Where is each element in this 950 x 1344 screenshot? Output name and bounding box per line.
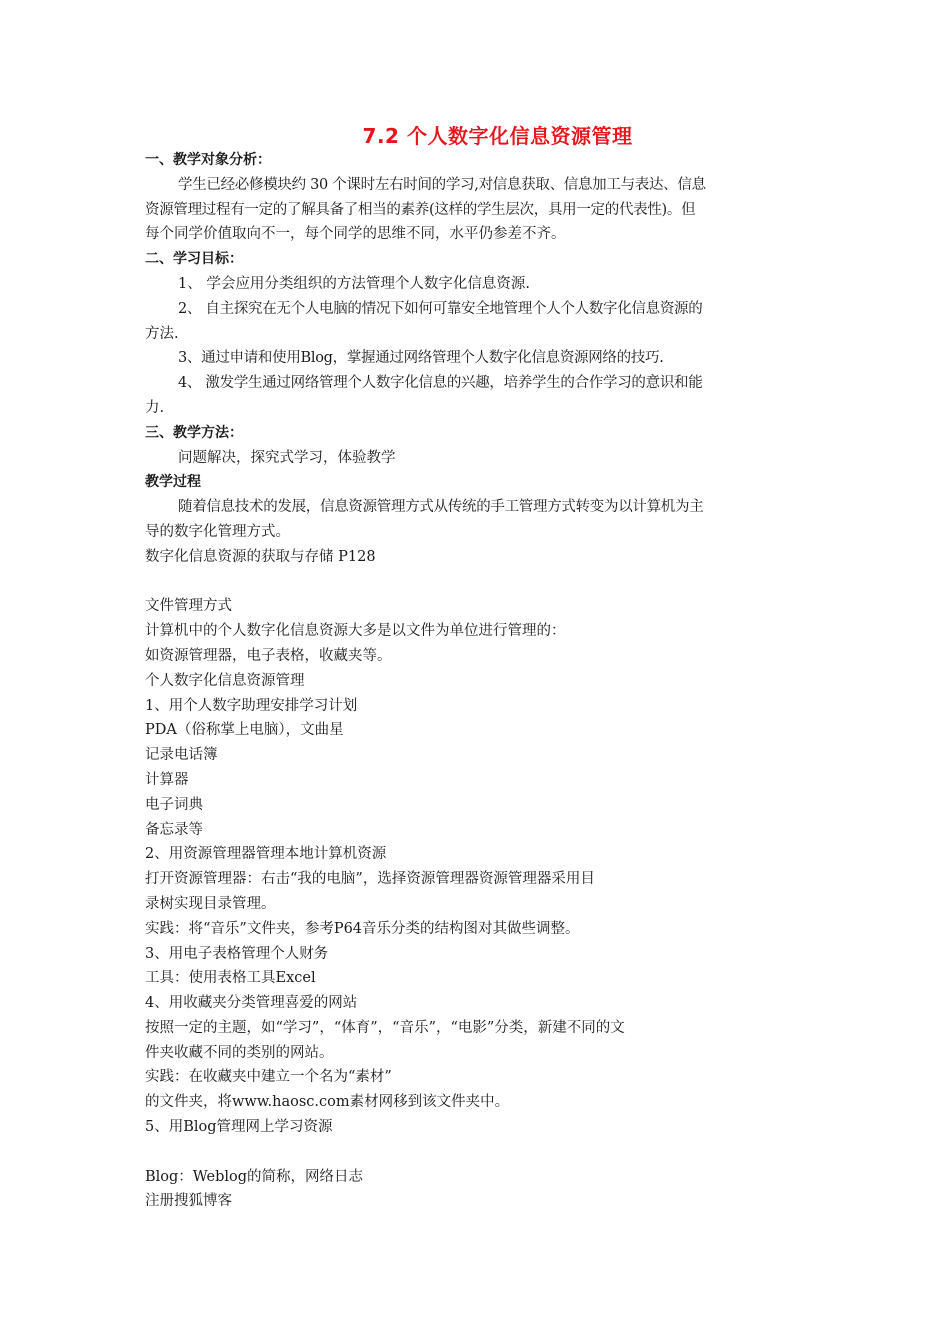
section-heading-goals: 二、学习目标： bbox=[145, 251, 243, 268]
paragraph-line: 随着信息技术的发展，信息资源管理方式从传统的手工管理方式转变为以计算机为主 bbox=[178, 499, 704, 516]
body-line: 计算机中的个人数字化信息资源大多是以文件为单位进行管理的： bbox=[145, 623, 566, 640]
body-line: 打开资源管理器：右击“我的电脑”，选择资源管理器资源管理器采用目 bbox=[145, 871, 595, 888]
goal-item-continuation: 方法. bbox=[145, 325, 179, 342]
paragraph-line: 导的数字化管理方式。 bbox=[145, 523, 290, 540]
body-line: 录树实现目录管理。 bbox=[145, 895, 276, 912]
body-line: 如资源管理器，电子表格，收藏夹等。 bbox=[145, 647, 392, 664]
body-line: 5、用Blog管理网上学习资源 bbox=[145, 1119, 333, 1136]
body-line: 备忘录等 bbox=[145, 821, 203, 838]
body-line: PDA（俗称掌上电脑），文曲星 bbox=[145, 722, 344, 739]
body-line: 个人数字化信息资源管理 bbox=[145, 672, 305, 689]
body-line: 3、用电子表格管理个人财务 bbox=[145, 945, 329, 962]
body-line: 文件管理方式 bbox=[145, 598, 232, 615]
document-body bbox=[145, 148, 805, 1214]
section-heading-analysis: 一、教学对象分析： bbox=[145, 152, 271, 168]
body-line: 件夹收藏不同的类别的网站。 bbox=[145, 1044, 334, 1061]
paragraph-line: 资源管理过程有一定的了解具备了相当的素养(这样的学生层次，具用一定的代表性)。但 bbox=[145, 201, 696, 218]
body-line: 计算器 bbox=[145, 771, 189, 788]
paragraph-line: 数字化信息资源的获取与存储 P128 bbox=[145, 548, 376, 565]
paragraph-line: 每个同学价值取向不一，每个同学的思维不同，水平仍参差不齐。 bbox=[145, 226, 566, 243]
body-line: 的文件夹，将www.haosc.com素材网移到该文件夹中。 bbox=[145, 1094, 510, 1111]
goal-item: 1、 学会应用分类组织的方法管理个人数字化信息资源. bbox=[178, 275, 530, 292]
body-line: 实践：将“音乐”文件夹，参考P64音乐分类的结构图对其做些调整。 bbox=[145, 920, 580, 937]
body-line: 1、用个人数字助理安排学习计划 bbox=[145, 697, 358, 714]
body-line: 注册搜狐博客 bbox=[145, 1193, 232, 1210]
goal-item: 4、 激发学生通过网络管理个人数字化信息的兴趣，培养学生的合作学习的意识和能 bbox=[178, 375, 703, 392]
body-line: 实践：在收藏夹中建立一个名为“素材” bbox=[145, 1069, 392, 1086]
section-heading-methods: 三、教学方法： bbox=[145, 424, 243, 441]
document-title: 7.2 个人数字化信息资源管理 bbox=[362, 124, 633, 148]
goal-item-continuation: 力. bbox=[145, 399, 165, 416]
blank-line bbox=[145, 1140, 805, 1165]
body-line: 工具：使用表格工具Excel bbox=[145, 970, 316, 987]
paragraph-line: 问题解决，探究式学习，体验教学 bbox=[178, 449, 396, 466]
body-line: 4、用收藏夹分类管理喜爱的网站 bbox=[145, 995, 358, 1012]
goal-item: 3、通过申请和使用Blog，掌握通过网络管理个人数字化信息资源网络的技巧. bbox=[178, 350, 664, 367]
blank-line bbox=[145, 570, 805, 595]
paragraph-line: 学生已经必修模块约 30 个课时左右时间的学习,对信息获取、信息加工与表达、信息 bbox=[178, 176, 706, 193]
body-line: 记录电话簿 bbox=[145, 747, 218, 764]
goal-item: 2、 自主探究在无个人电脑的情况下如何可靠安全地管理个人个人数字化信息资源的 bbox=[178, 300, 703, 317]
body-line: 2、用资源管理器管理本地计算机资源 bbox=[145, 846, 387, 863]
body-line: 按照一定的主题，如“学习”，“体育”，“音乐”，“电影”分类，新建不同的文 bbox=[145, 1019, 625, 1036]
section-heading-process: 教学过程 bbox=[145, 474, 201, 491]
body-line: 电子词典 bbox=[145, 796, 203, 813]
body-line: Blog：Weblog的简称，网络日志 bbox=[145, 1168, 364, 1185]
